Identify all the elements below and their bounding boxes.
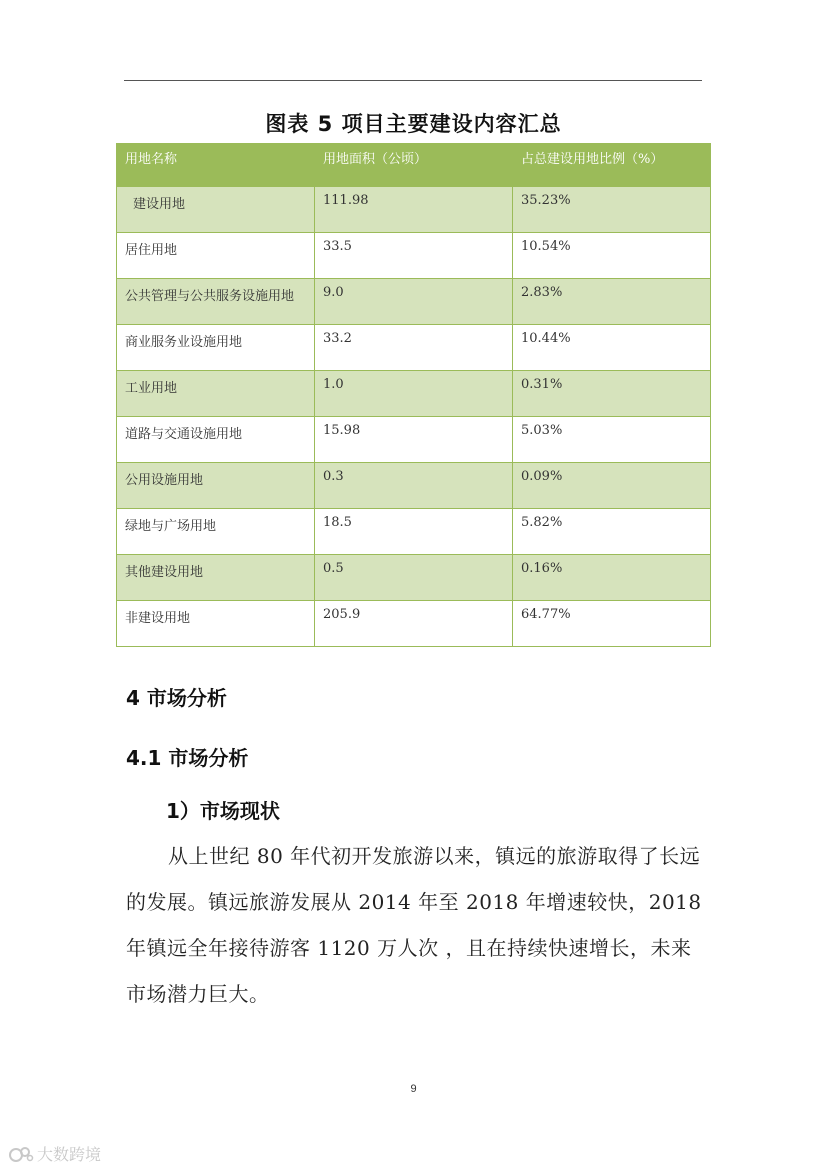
- cell-land-ratio: 0.31%: [513, 371, 711, 417]
- cell-land-area: 15.98: [315, 417, 513, 463]
- page-number: 9: [410, 1083, 417, 1095]
- header-land-name: 用地名称: [117, 144, 315, 187]
- cell-land-name: 商业服务业设施用地: [117, 325, 315, 371]
- cell-land-area: 111.98: [315, 187, 513, 233]
- cell-land-ratio: 0.16%: [513, 555, 711, 601]
- watermark-text: 大数跨境: [37, 1145, 102, 1164]
- cell-land-area: 9.0: [315, 279, 513, 325]
- table-header-row: [117, 144, 711, 187]
- cell-land-area: 33.5: [315, 233, 513, 279]
- table-caption: 图表 5 项目主要建设内容汇总: [265, 112, 562, 136]
- watermark-logo-icon: [8, 1145, 34, 1163]
- cell-land-name: 其他建设用地: [117, 555, 315, 601]
- cell-land-ratio: 64.77%: [513, 601, 711, 647]
- header-rule: [124, 80, 702, 81]
- cell-land-name: 居住用地: [117, 233, 315, 279]
- cell-land-ratio: 10.54%: [513, 233, 711, 279]
- cell-land-ratio: 2.83%: [513, 279, 711, 325]
- table-row: [117, 463, 711, 509]
- table-row: [117, 417, 711, 463]
- header-land-area: 用地面积（公顷）: [315, 144, 513, 187]
- cell-land-area: 18.5: [315, 509, 513, 555]
- cell-land-name: 工业用地: [117, 371, 315, 417]
- table-row: [117, 509, 711, 555]
- cell-land-area: 0.3: [315, 463, 513, 509]
- subsection-heading: 4.1 市场分析: [126, 746, 249, 770]
- subsubsection-heading: 1）市场现状: [166, 799, 280, 823]
- land-use-table: [116, 143, 711, 647]
- cell-land-name: 绿地与广场用地: [117, 509, 315, 555]
- cell-land-name: 非建设用地: [117, 601, 315, 647]
- table-row: [117, 371, 711, 417]
- cell-land-area: 1.0: [315, 371, 513, 417]
- table-row: [117, 279, 711, 325]
- cell-land-ratio: 10.44%: [513, 325, 711, 371]
- cell-land-area: 33.2: [315, 325, 513, 371]
- table-row: [117, 187, 711, 233]
- cell-land-name: 建设用地: [117, 187, 315, 233]
- watermark: [8, 1142, 101, 1165]
- cell-land-ratio: 5.82%: [513, 509, 711, 555]
- cell-land-ratio: 5.03%: [513, 417, 711, 463]
- table-row: [117, 325, 711, 371]
- cell-land-area: 205.9: [315, 601, 513, 647]
- table-row: [117, 555, 711, 601]
- header-land-ratio: 占总建设用地比例（%）: [513, 144, 711, 187]
- table-row: [117, 233, 711, 279]
- cell-land-name: 公用设施用地: [117, 463, 315, 509]
- cell-land-name: 公共管理与公共服务设施用地: [117, 279, 315, 325]
- cell-land-name: 道路与交通设施用地: [117, 417, 315, 463]
- cell-land-ratio: 35.23%: [513, 187, 711, 233]
- cell-land-area: 0.5: [315, 555, 513, 601]
- table-row: [117, 601, 711, 647]
- body-paragraph: 从上世纪 80 年代初开发旅游以来，镇远的旅游取得了长远的发展。镇远旅游发展从 2014 年至 2018 年增速较快，2018 年镇远全年接待游客 1120 万人次 ，且在持续快速增长，未来市场潜力巨大。: [126, 844, 702, 1006]
- section-heading: 4 市场分析: [126, 686, 227, 710]
- cell-land-ratio: 0.09%: [513, 463, 711, 509]
